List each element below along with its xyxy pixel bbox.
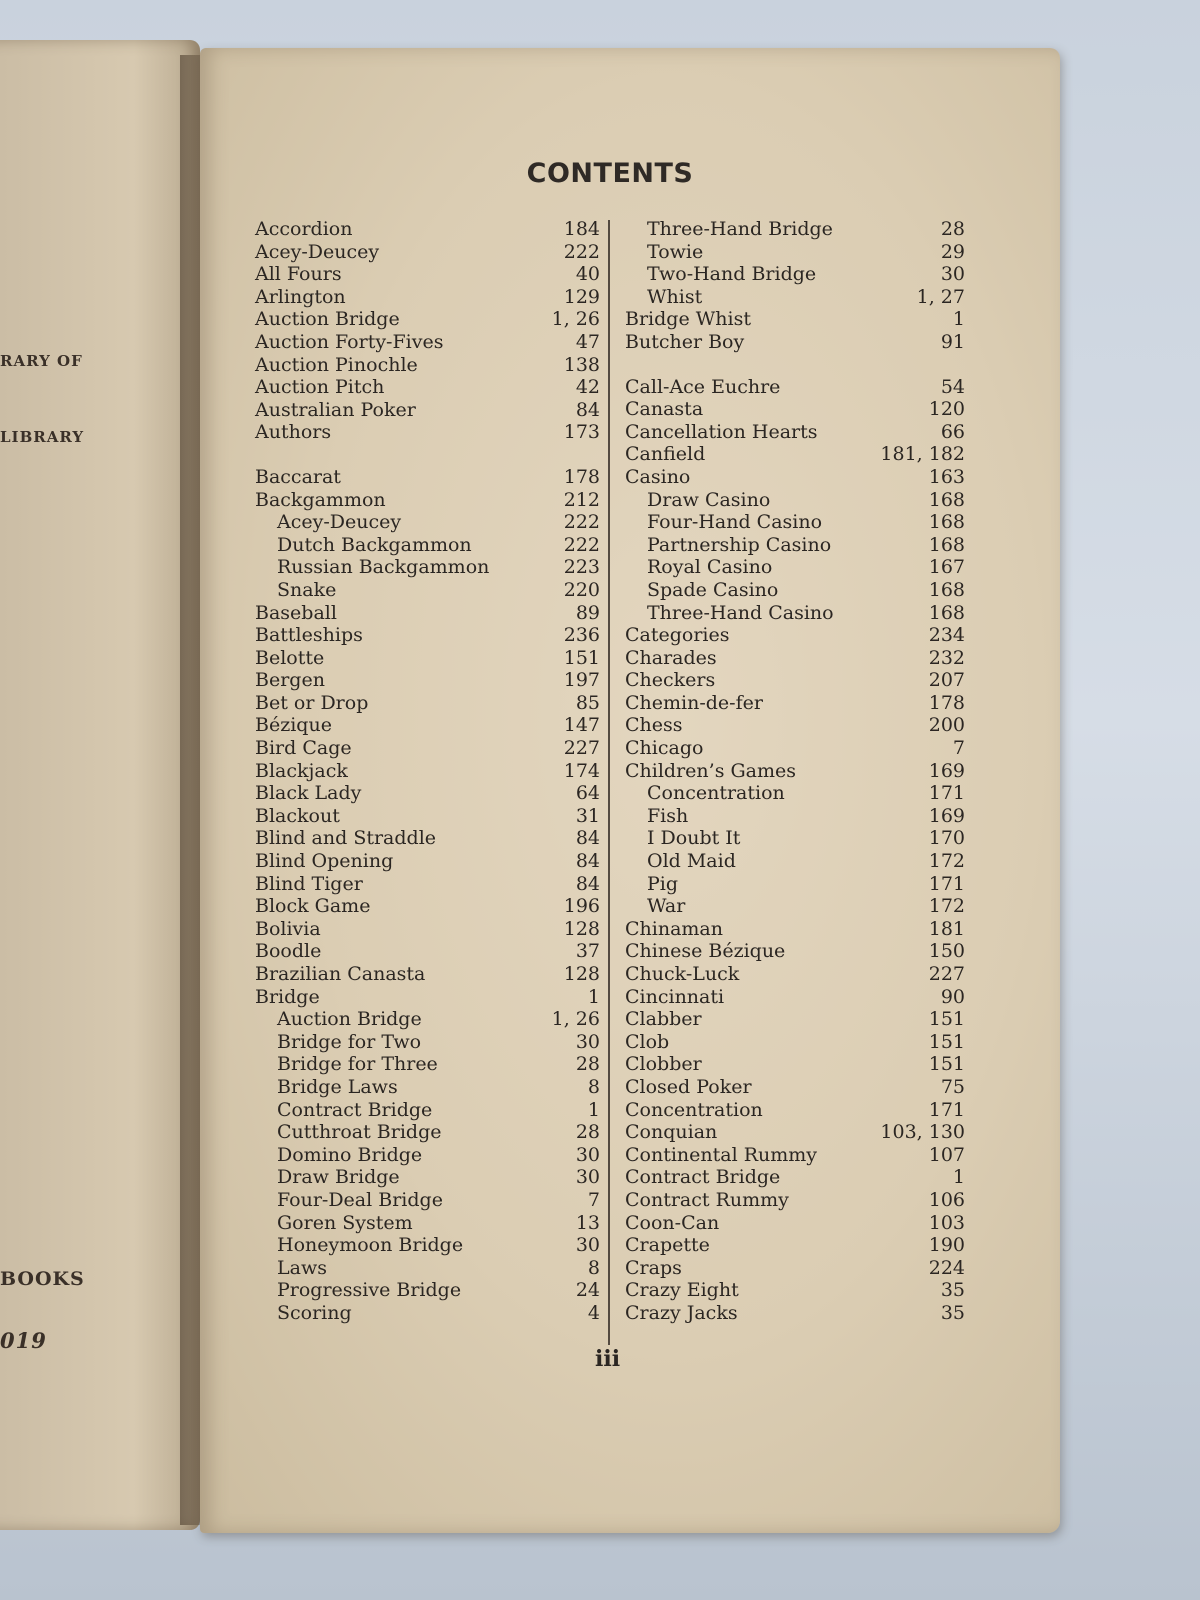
entry-page-number: 54 <box>940 375 965 398</box>
contents-entry <box>255 241 600 264</box>
contents-entry <box>255 714 600 737</box>
entry-title: Scoring <box>277 1301 352 1324</box>
entry-title: Auction Pitch <box>255 376 385 399</box>
entry-page-number: 85 <box>575 691 600 714</box>
left-page-fragment: 019 <box>0 1328 47 1353</box>
entry-title: Crazy Eight <box>625 1279 739 1302</box>
entry-page-number: 163 <box>928 465 965 488</box>
entry-page-number: 169 <box>928 804 965 827</box>
contents-entry <box>255 805 600 828</box>
right-column <box>625 218 965 1325</box>
entry-title: Concentration <box>625 1098 763 1121</box>
entry-page-number: 128 <box>563 963 600 985</box>
entry-page-number: 172 <box>928 850 965 873</box>
contents-entry <box>625 986 965 1009</box>
entry-page-number: 168 <box>928 533 965 556</box>
contents-entry <box>625 398 965 421</box>
entry-title: Russian Backgammon <box>277 556 490 579</box>
contents-entry <box>255 760 600 783</box>
contents-entry <box>255 489 600 512</box>
entry-title: Checkers <box>625 669 716 692</box>
left-page-fragment: BOOKS <box>0 1268 85 1290</box>
entry-page-number: 1 <box>587 1098 600 1121</box>
contents-entry <box>625 873 965 896</box>
contents-entry <box>625 737 965 760</box>
entry-title: Baseball <box>255 601 337 624</box>
contents-entry <box>625 286 965 309</box>
entry-page-number: 223 <box>563 556 600 579</box>
contents-entry <box>625 1279 965 1302</box>
entry-page-number: 173 <box>563 421 600 444</box>
entry-page-number: 103, 130 <box>880 1121 965 1144</box>
entry-page-number: 227 <box>928 963 965 985</box>
entry-page-number: 171 <box>928 1098 965 1121</box>
contents-entry <box>255 940 600 963</box>
entry-title: Blackout <box>255 804 340 827</box>
contents-entry <box>625 760 965 783</box>
entry-page-number: 234 <box>928 624 965 647</box>
entry-page-number: 28 <box>575 1053 600 1076</box>
entry-page-number: 174 <box>563 759 600 782</box>
entry-page-number: 227 <box>563 737 600 760</box>
entry-page-number: 129 <box>563 285 600 308</box>
contents-entry <box>255 782 600 805</box>
entry-title: Spade Casino <box>647 578 779 601</box>
contents-entry <box>255 466 600 489</box>
entry-title: All Fours <box>255 263 342 286</box>
entry-title: Bridge Laws <box>277 1075 398 1098</box>
contents-entry <box>625 963 965 986</box>
entry-title: Bridge <box>255 985 320 1008</box>
entry-page-number: 107 <box>928 1143 965 1166</box>
entry-title: Authors <box>255 421 332 444</box>
entry-title: Canasta <box>625 398 704 421</box>
contents-entry <box>625 602 965 625</box>
entry-title: Continental Rummy <box>625 1143 818 1166</box>
entry-title: Clabber <box>625 1008 702 1031</box>
entry-page-number: 168 <box>928 511 965 534</box>
contents-entry <box>255 556 600 579</box>
entry-page-number: 28 <box>940 218 965 240</box>
contents-entry <box>255 1076 600 1099</box>
left-page <box>0 40 200 1530</box>
entry-page-number: 84 <box>575 850 600 873</box>
entry-title: Chicago <box>625 737 704 760</box>
entry-page-number: 84 <box>575 872 600 895</box>
contents-entry <box>255 1302 600 1325</box>
entry-page-number: 168 <box>928 578 965 601</box>
entry-title: Chuck-Luck <box>625 963 740 985</box>
contents-entry <box>625 1121 965 1144</box>
entry-page-number: 47 <box>575 330 600 353</box>
entry-page-number: 151 <box>928 1008 965 1031</box>
entry-page-number: 8 <box>587 1075 600 1098</box>
entry-page-number: 7 <box>952 737 965 760</box>
entry-title: Towie <box>647 240 704 263</box>
entry-title: Contract Bridge <box>625 1166 781 1189</box>
entry-title: Four-Deal Bridge <box>277 1188 443 1211</box>
contents-entry <box>625 534 965 557</box>
entry-title: Bergen <box>255 669 325 692</box>
entry-page-number: 7 <box>587 1188 600 1211</box>
entry-title: Clob <box>625 1030 670 1053</box>
contents-entry <box>255 918 600 941</box>
contents-entry <box>625 1189 965 1212</box>
entry-title: Partnership Casino <box>647 533 832 556</box>
entry-page-number: 1 <box>952 1166 965 1189</box>
entry-page-number: 200 <box>928 714 965 737</box>
entry-title: Block Game <box>255 895 371 918</box>
contents-entry <box>255 579 600 602</box>
contents-entry <box>255 331 600 354</box>
contents-entry <box>625 827 965 850</box>
entry-page-number: 90 <box>940 985 965 1008</box>
entry-page-number: 4 <box>587 1301 600 1324</box>
entry-title: Bézique <box>255 714 332 737</box>
entry-page-number: 35 <box>940 1301 965 1324</box>
entry-title: Acey-Deucey <box>277 511 402 534</box>
contents-entry <box>625 692 965 715</box>
entry-title: Brazilian Canasta <box>255 963 426 985</box>
contents-entry <box>625 443 965 466</box>
contents-entry <box>625 218 965 241</box>
entry-page-number: 224 <box>928 1256 965 1279</box>
entry-title: Cincinnati <box>625 985 725 1008</box>
entry-page-number: 1, 26 <box>551 308 600 331</box>
entry-title: Belotte <box>255 646 325 669</box>
entry-page-number: 178 <box>928 691 965 714</box>
entry-title: Closed Poker <box>625 1075 752 1098</box>
entry-title: Cutthroat Bridge <box>277 1121 442 1144</box>
left-page-fragment: RARY OF <box>0 352 83 370</box>
entry-title: Bridge for Two <box>277 1030 422 1053</box>
entry-title: Three-Hand Bridge <box>647 218 833 240</box>
contents-page <box>200 48 1060 1533</box>
contents-entry <box>625 1144 965 1167</box>
entry-title: Draw Bridge <box>277 1166 400 1189</box>
entry-title: Dutch Backgammon <box>277 533 472 556</box>
entry-title: Canfield <box>625 443 706 466</box>
contents-entry <box>255 1212 600 1235</box>
entry-page-number: 170 <box>928 827 965 850</box>
contents-entry <box>255 873 600 896</box>
contents-entry <box>625 1257 965 1280</box>
entry-page-number: 30 <box>575 1234 600 1257</box>
contents-entry <box>255 511 600 534</box>
entry-page-number: 84 <box>575 398 600 421</box>
contents-entry <box>625 805 965 828</box>
entry-title: Auction Forty-Fives <box>255 330 444 353</box>
entry-page-number: 168 <box>928 488 965 511</box>
contents-entry <box>255 1099 600 1122</box>
entry-title: Backgammon <box>255 488 386 511</box>
entry-page-number: 222 <box>563 533 600 556</box>
entry-page-number: 171 <box>928 782 965 805</box>
entry-page-number: 168 <box>928 601 965 624</box>
contents-entry <box>625 421 965 444</box>
entry-page-number: 212 <box>563 488 600 511</box>
entry-title: Auction Bridge <box>277 1008 422 1031</box>
entry-title: Contract Rummy <box>625 1188 789 1211</box>
entry-page-number: 151 <box>928 1030 965 1053</box>
entry-title: Clobber <box>625 1053 702 1076</box>
contents-entry <box>255 1121 600 1144</box>
entry-title: Two-Hand Bridge <box>647 263 817 286</box>
entry-page-number: 184 <box>563 218 600 240</box>
entry-page-number: 28 <box>575 1121 600 1144</box>
entry-title: Acey-Deucey <box>255 240 380 263</box>
contents-entry <box>255 963 600 986</box>
contents-entry <box>625 1302 965 1325</box>
entry-page-number: 37 <box>575 940 600 963</box>
entry-title: Three-Hand Casino <box>647 601 834 624</box>
contents-entry <box>625 669 965 692</box>
entry-title: Laws <box>277 1256 327 1279</box>
entry-page-number: 236 <box>563 624 600 647</box>
entry-page-number: 207 <box>928 669 965 692</box>
entry-title: Arlington <box>255 285 346 308</box>
entry-page-number: 30 <box>940 263 965 286</box>
contents-entry <box>255 602 600 625</box>
entry-title: Coon-Can <box>625 1211 720 1234</box>
entry-title: Casino <box>625 465 691 488</box>
entry-page-number: 222 <box>563 511 600 534</box>
contents-entry <box>255 218 600 241</box>
entry-page-number: 171 <box>928 872 965 895</box>
contents-entry <box>625 850 965 873</box>
entry-page-number: 35 <box>940 1279 965 1302</box>
entry-page-number: 40 <box>575 263 600 286</box>
entry-page-number: 151 <box>928 1053 965 1076</box>
entry-title: Snake <box>277 578 337 601</box>
contents-entry <box>625 782 965 805</box>
contents-entry <box>625 1212 965 1235</box>
entry-title: Bridge for Three <box>277 1053 438 1076</box>
contents-entry <box>625 331 965 354</box>
entry-page-number: 1, 27 <box>916 285 965 308</box>
entry-title: Blackjack <box>255 759 348 782</box>
entry-title: Categories <box>625 624 730 647</box>
contents-entry <box>255 1166 600 1189</box>
entry-page-number: 30 <box>575 1143 600 1166</box>
entry-page-number: 197 <box>563 669 600 692</box>
contents-entry <box>255 737 600 760</box>
contents-entry <box>625 511 965 534</box>
contents-entry <box>625 489 965 512</box>
entry-title: Battleships <box>255 624 363 647</box>
contents-entry <box>255 1144 600 1167</box>
contents-entry <box>255 263 600 286</box>
entry-page-number: 24 <box>575 1279 600 1302</box>
entry-page-number: 8 <box>587 1256 600 1279</box>
entry-title: Butcher Boy <box>625 330 745 353</box>
entry-page-number: 147 <box>563 714 600 737</box>
entry-title: Pig <box>647 872 679 895</box>
entry-page-number: 172 <box>928 895 965 918</box>
entry-page-number: 167 <box>928 556 965 579</box>
entry-title: Bridge Whist <box>625 308 751 331</box>
entry-page-number: 220 <box>563 578 600 601</box>
contents-entry <box>255 1234 600 1257</box>
contents-entry <box>625 263 965 286</box>
entry-title: Conquian <box>625 1121 718 1144</box>
entry-page-number: 178 <box>563 465 600 488</box>
contents-entry <box>255 354 600 377</box>
contents-entry <box>255 286 600 309</box>
contents-entry <box>625 714 965 737</box>
contents-entry <box>625 1234 965 1257</box>
contents-entry <box>255 308 600 331</box>
contents-entry <box>625 1166 965 1189</box>
entry-title: Auction Bridge <box>255 308 400 331</box>
contents-entry <box>255 986 600 1009</box>
entry-title: Bird Cage <box>255 737 352 760</box>
contents-entry <box>255 1008 600 1031</box>
entry-title: Accordion <box>255 218 353 240</box>
entry-title: Goren System <box>277 1211 413 1234</box>
contents-entry <box>625 624 965 647</box>
entry-title: Bet or Drop <box>255 691 369 714</box>
contents-entry <box>255 827 600 850</box>
entry-title: Black Lady <box>255 782 362 805</box>
entry-page-number: 181, 182 <box>880 443 965 466</box>
contents-entry <box>255 1189 600 1212</box>
contents-entry <box>625 647 965 670</box>
entry-title: Old Maid <box>647 850 736 873</box>
entry-page-number: 64 <box>575 782 600 805</box>
contents-entry <box>625 556 965 579</box>
contents-entry <box>625 918 965 941</box>
entry-title: Whist <box>647 285 703 308</box>
contents-entry <box>255 850 600 873</box>
entry-title: Baccarat <box>255 465 341 488</box>
entry-title: Chinese Bézique <box>625 940 786 963</box>
entry-title: I Doubt It <box>647 827 741 850</box>
entry-page-number: 66 <box>940 420 965 443</box>
entry-page-number: 232 <box>928 646 965 669</box>
entry-title: Domino Bridge <box>277 1143 423 1166</box>
entry-title: Honeymoon Bridge <box>277 1234 464 1257</box>
entry-title: Contract Bridge <box>277 1098 433 1121</box>
contents-entry <box>625 1076 965 1099</box>
entry-title: Blind Tiger <box>255 872 363 895</box>
entry-page-number: 150 <box>928 940 965 963</box>
entry-page-number: 169 <box>928 759 965 782</box>
contents-entry <box>255 624 600 647</box>
entry-title: Chinaman <box>625 917 723 940</box>
entry-title: Cancellation Hearts <box>625 420 818 443</box>
left-page-fragment: LIBRARY <box>0 428 85 446</box>
entry-page-number: 91 <box>940 330 965 353</box>
entry-title: Four-Hand Casino <box>647 511 823 534</box>
entry-page-number: 103 <box>928 1211 965 1234</box>
contents-entry <box>255 692 600 715</box>
entry-page-number: 138 <box>563 353 600 376</box>
entry-page-number: 30 <box>575 1166 600 1189</box>
entry-page-number: 181 <box>928 917 965 940</box>
entry-title: Progressive Bridge <box>277 1279 462 1302</box>
contents-entry <box>625 376 965 399</box>
contents-entry <box>625 940 965 963</box>
entry-title: Blind and Straddle <box>255 827 437 850</box>
entry-page-number: 222 <box>563 240 600 263</box>
entry-title: Blind Opening <box>255 850 394 873</box>
entry-page-number: 1 <box>587 985 600 1008</box>
entry-page-number: 128 <box>563 917 600 940</box>
entry-title: Crapette <box>625 1234 710 1257</box>
contents-entry <box>255 421 600 444</box>
column-divider <box>608 220 610 1345</box>
entry-page-number: 151 <box>563 646 600 669</box>
page-title: CONTENTS <box>526 158 694 189</box>
contents-entry <box>625 1008 965 1031</box>
entry-page-number: 84 <box>575 827 600 850</box>
entry-title: War <box>647 895 686 918</box>
entry-page-number: 30 <box>575 1030 600 1053</box>
entry-title: Craps <box>625 1256 682 1279</box>
entry-page-number: 196 <box>563 895 600 918</box>
entry-page-number: 75 <box>940 1075 965 1098</box>
entry-page-number: 1, 26 <box>551 1008 600 1031</box>
entry-page-number: 31 <box>575 804 600 827</box>
contents-entry <box>255 399 600 422</box>
entry-page-number: 120 <box>928 398 965 421</box>
entry-page-number: 1 <box>952 308 965 331</box>
entry-page-number: 29 <box>940 240 965 263</box>
contents-entry <box>625 579 965 602</box>
contents-entry <box>255 669 600 692</box>
contents-entry <box>625 241 965 264</box>
entry-title: Royal Casino <box>647 556 773 579</box>
entry-page-number: 190 <box>928 1234 965 1257</box>
entry-page-number: 13 <box>575 1211 600 1234</box>
entry-title: Bolivia <box>255 917 321 940</box>
entry-title: Australian Poker <box>255 398 416 421</box>
contents-entry <box>625 895 965 918</box>
entry-title: Fish <box>647 804 689 827</box>
contents-entry <box>255 1279 600 1302</box>
entry-title: Charades <box>625 646 717 669</box>
contents-entry <box>625 1099 965 1122</box>
contents-entry <box>625 308 965 331</box>
contents-entry <box>255 647 600 670</box>
entry-title: Auction Pinochle <box>255 353 418 376</box>
entry-page-number: 89 <box>575 601 600 624</box>
page-number: iii <box>595 1346 621 1372</box>
entry-title: Call-Ace Euchre <box>625 375 781 398</box>
entry-title: Boodle <box>255 940 322 963</box>
entry-title: Children’s Games <box>625 759 796 782</box>
entry-title: Crazy Jacks <box>625 1301 738 1324</box>
left-column <box>255 218 600 1325</box>
entry-title: Chemin-de-fer <box>625 691 763 714</box>
contents-entry <box>255 1031 600 1054</box>
contents-entry <box>625 1031 965 1054</box>
contents-entry <box>255 376 600 399</box>
entry-title: Concentration <box>647 782 785 805</box>
contents-entry <box>255 1257 600 1280</box>
contents-entry <box>625 1053 965 1076</box>
entry-page-number: 106 <box>928 1188 965 1211</box>
contents-entry <box>255 895 600 918</box>
contents-entry <box>255 534 600 557</box>
entry-title: Draw Casino <box>647 488 771 511</box>
entry-title: Chess <box>625 714 683 737</box>
contents-entry <box>625 466 965 489</box>
contents-entry <box>255 1053 600 1076</box>
entry-page-number: 42 <box>575 376 600 399</box>
